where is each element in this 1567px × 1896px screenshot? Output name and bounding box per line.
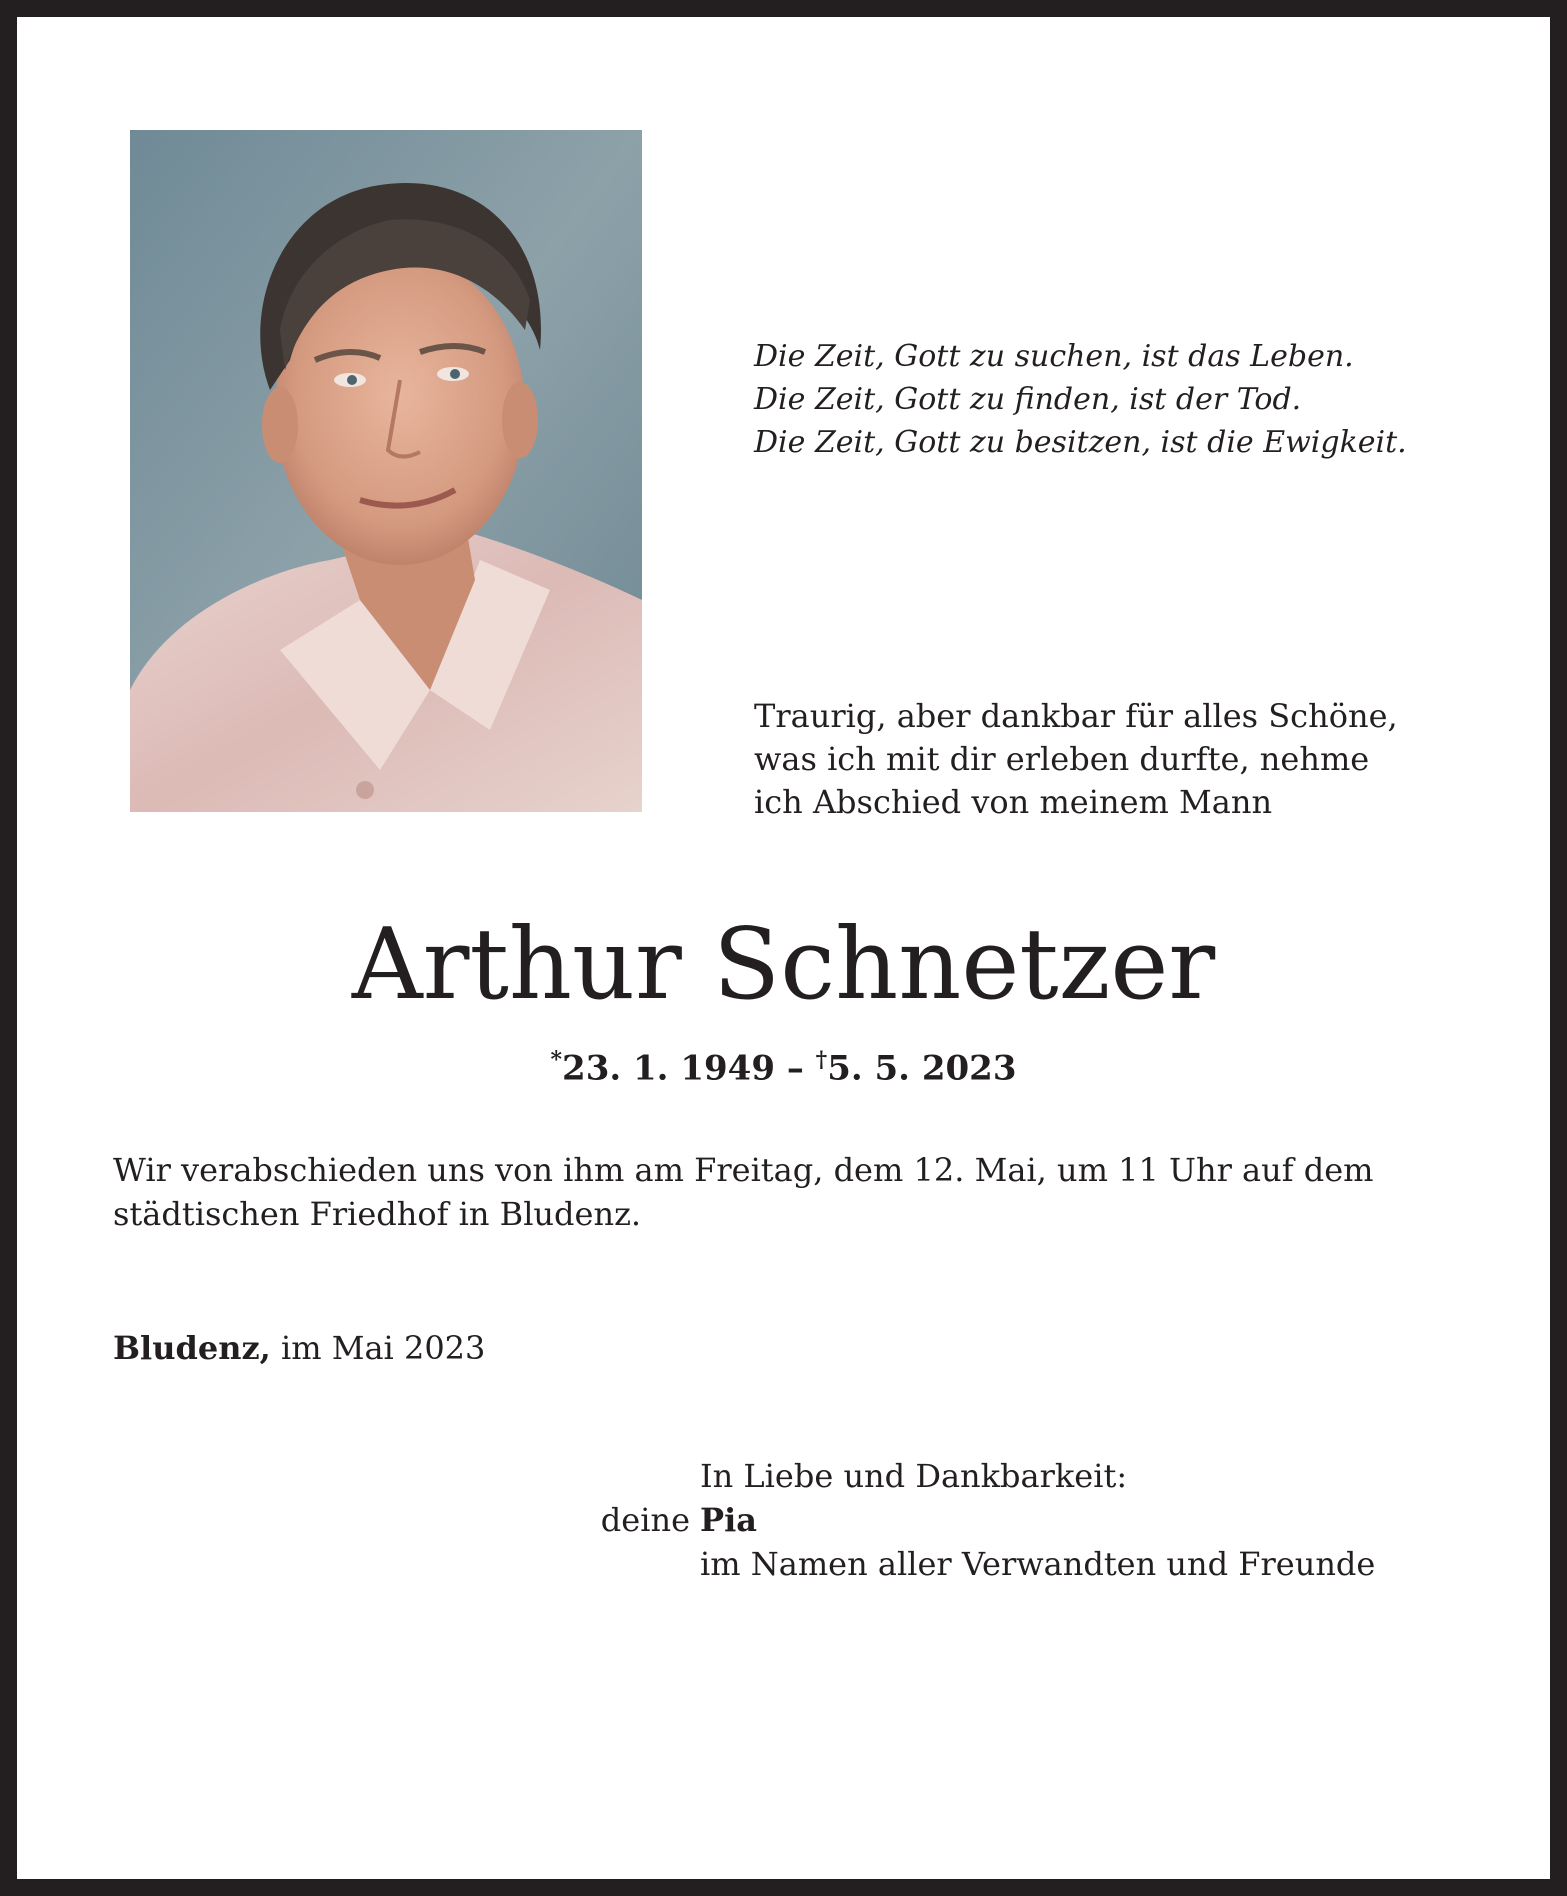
- intro-line: Traurig, aber dankbar für alles Schöne,: [754, 697, 1398, 735]
- deceased-name: Arthur Schnetzer: [351, 908, 1216, 1022]
- quote-line: Die Zeit, Gott zu finden, ist der Tod.: [754, 382, 1302, 417]
- birth-date: 23. 1. 1949: [562, 1048, 775, 1089]
- death-symbol: †: [815, 1047, 828, 1073]
- birth-symbol: *: [550, 1047, 563, 1073]
- funeral-announcement: Wir verabschieden uns von ihm am Freitag, dem 12. Mai, um 11 Uhr auf dem städtischen Friedhof in Bludenz.: [113, 1151, 1374, 1233]
- signer-row: [600, 1498, 1375, 1542]
- death-date: 5. 5. 2023: [827, 1048, 1017, 1089]
- portrait-image: [130, 130, 642, 812]
- portrait-photo: [130, 130, 642, 812]
- place-name: Bludenz,: [113, 1329, 271, 1367]
- intro-text: [754, 695, 1454, 824]
- date-text: im Mai 2023: [270, 1329, 486, 1367]
- quote-line: Die Zeit, Gott zu besitzen, ist die Ewigkeit.: [754, 425, 1407, 460]
- closing-line: In Liebe und Dankbarkeit:: [700, 1457, 1128, 1495]
- place-date-line: [113, 1326, 485, 1370]
- family-line: im Namen aller Verwandten und Freunde: [700, 1545, 1376, 1583]
- intro-line: ich Abschied von meinem Mann: [754, 783, 1273, 821]
- signer-name: Pia: [700, 1501, 757, 1539]
- signer-prefix: deine: [600, 1501, 690, 1539]
- intro-line: was ich mit dir erleben durfte, nehme: [754, 740, 1370, 778]
- memorial-quote: [754, 335, 1494, 464]
- date-separator: –: [774, 1048, 816, 1089]
- quote-line: Die Zeit, Gott zu suchen, ist das Leben.: [754, 339, 1354, 374]
- signature-block: [600, 1454, 1376, 1586]
- life-dates: [0, 1036, 1567, 1092]
